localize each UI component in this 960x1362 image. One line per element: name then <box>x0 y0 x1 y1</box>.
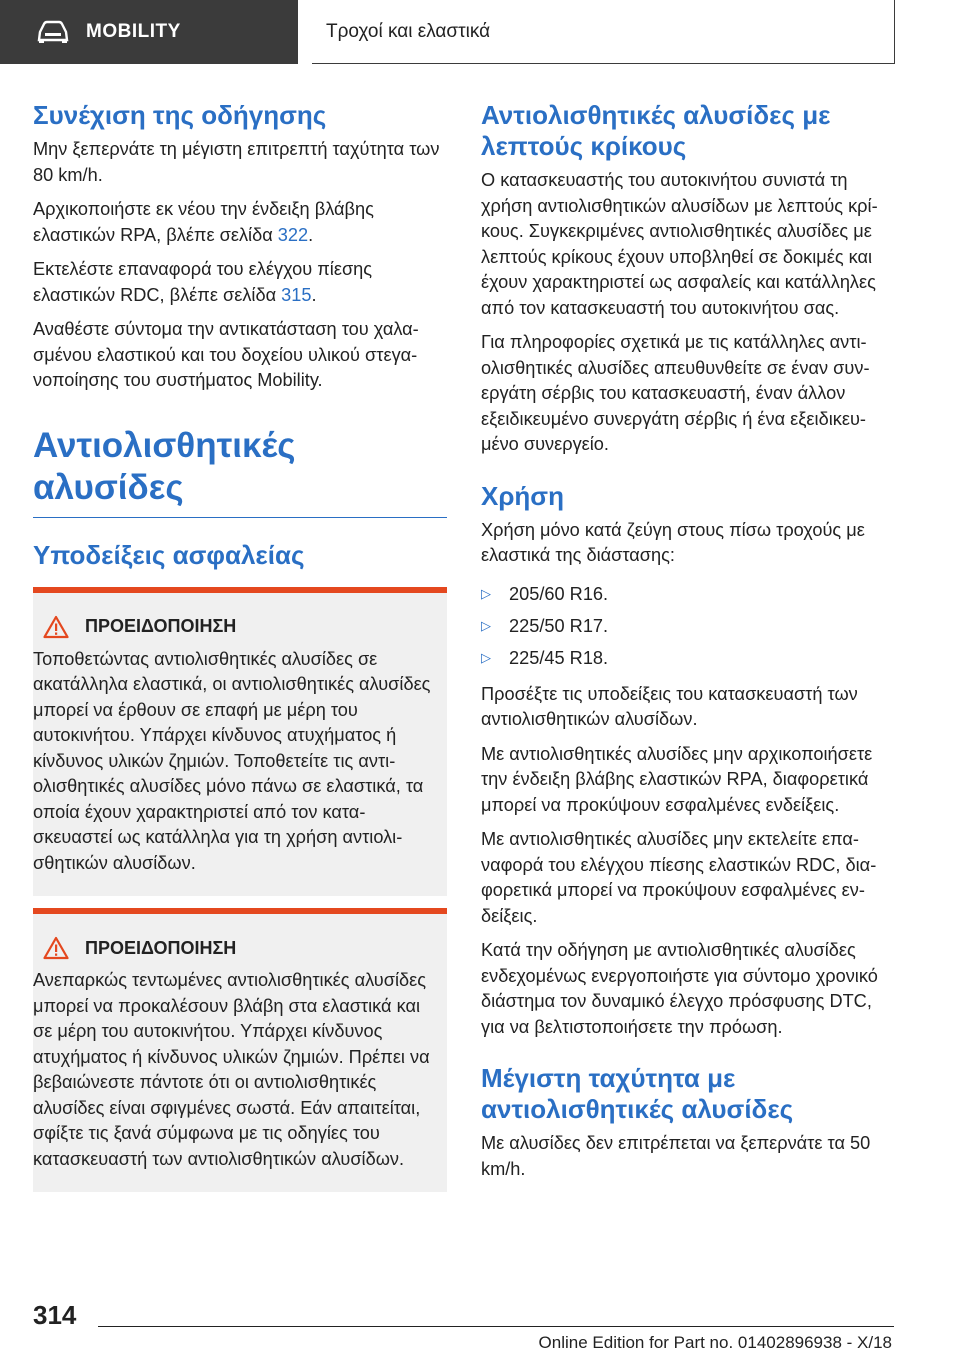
paragraph: Εκτελέστε επαναφορά του ελέγχου πίεσης ελαστικών RDC, βλέπε σελίδα 315. <box>33 259 373 305</box>
paragraph: Με αλυσίδες δεν επιτρέπεται να ξεπερνάτε τα 50 km/h. <box>481 1133 871 1179</box>
heading-safety-notes: Υποδείξεις ασφαλείας <box>33 539 305 570</box>
header-section-tab <box>0 0 298 64</box>
warning-title: ΠΡΟΕΙΔΟΠΟΙΗΣΗ <box>85 616 237 636</box>
heading-max-speed: Μέγιστη ταχύτητα με αντιολισθητικές αλυσίδες <box>481 1063 794 1124</box>
footer-edition-text: Online Edition for Part no. 01402896938 - X/18 <box>538 1333 892 1352</box>
paragraph: Αρχικοποιήστε εκ νέου την ένδειξη βλάβης ελαστικών RPA, βλέπε σελίδα 322. <box>33 199 374 245</box>
warning-icon <box>43 936 69 960</box>
paragraph: Ο κατασκευαστής του αυτοκινήτου συνιστά τη χρήση αντιολισθητικών αλυσίδων με λεπτούς κρίκους. Συγκεκριμένες αντιολισθητικές αλυσίδες με λεπτούς κρίκους έχουν υποβληθεί σε δοκιμές και έχουν χαρακτηριστεί ως ασφαλείς και κατάλληλες από τον κατασκευαστή του αυτοκινήτου σας. <box>481 170 878 318</box>
list-item: ▷ 225/45 R18. <box>481 642 895 674</box>
warning-title: ΠΡΟΕΙΔΟΠΟΙΗΣΗ <box>85 937 237 958</box>
list-item: ▷ 205/60 R16. <box>481 578 895 610</box>
footer-divider <box>98 1326 894 1327</box>
car-icon <box>36 20 70 44</box>
heading-snow-chains: Αντιολισθητικές αλυσίδες <box>33 425 447 518</box>
warning-box <box>33 587 447 897</box>
tire-size-list <box>481 578 895 674</box>
warning-text: Τοποθετώντας αντιολισθητικές αλυσίδες σε ακατάλληλα ελαστικά, οι αντιολισθητικές αλυσίδες μπορεί να έρθουν σε επαφή με μέρη του αυτοκινήτου. Υπάρχει κίνδυνος ατυχήματος ή κίνδυνος υλικών ζημιών. Τοποθετείτε τις αντιολισθητικές αλυσίδες μόνο πάνω σε ελαστικά, τα οποία έχουν χαρακτηριστεί από τον κατασκευαστεί ως κατάλληλα για τη χρήση αντιολισθητικών αλυσίδων. <box>33 648 431 873</box>
paragraph: Αναθέστε σύντομα την αντικατάσταση του χαλασμένου ελαστικού και του δοχείου υλικού στεγανοποίησης του συστήματος Mobility. <box>33 319 419 390</box>
paragraph: Μην ξεπερνάτε τη μέγιστη επιτρεπτή ταχύτητα των 80 km/h. <box>33 139 440 185</box>
right-column <box>481 100 895 1191</box>
paragraph: Προσέξτε τις υποδείξεις του κατασκευαστή των αντιολισθητικών αλυσίδων. <box>481 683 858 729</box>
page-link-322[interactable]: 322 <box>277 224 309 245</box>
heading-use: Χρήση <box>481 480 564 511</box>
warning-box <box>33 908 447 1192</box>
header-chapter-box <box>312 0 895 64</box>
chapter-title: Τροχοί και ελαστικά <box>326 20 491 42</box>
triangle-bullet-icon: ▷ <box>481 617 491 633</box>
heading-continue-driving: Συνέχιση της οδήγησης <box>33 100 327 130</box>
warning-icon <box>43 615 69 639</box>
section-title: MOBILITY <box>86 21 181 42</box>
triangle-bullet-icon: ▷ <box>481 585 491 601</box>
paragraph: Κατά την οδήγηση με αντιολισθητικές αλυσίδες ενδεχομένως ενεργοποιήστε για σύντομο χρονικό διάστημα τον δυναμικό έλεγχο πρόσφυσης DTC, για να βελτιστοποιήσετε την πρόωση. <box>481 940 878 1037</box>
left-column <box>33 100 447 1192</box>
paragraph: Με αντιολισθητικές αλυσίδες μην εκτελείτε επαναφορά του ελέγχου πίεσης ελαστικών RDC, διαφορετικά μπορεί να προκύψουν εσφαλμένες ενδείξεις. <box>481 829 877 926</box>
page-number: 314 <box>33 1300 77 1330</box>
heading-thin-link-chains: Αντιολισθητικές αλυσίδες με λεπτούς κρίκους <box>481 100 831 161</box>
paragraph: Για πληροφορίες σχετικά με τις κατάλληλες αντιολισθητικές αλυσίδες απευθυνθείτε σε έναν συνεργάτη σέρβις του κατασκευαστή, έναν άλλον εξειδικευμένο συνεργάτη σέρβις ή ένα εξειδικευμένο συνεργείο. <box>481 332 870 454</box>
paragraph: Χρήση μόνο κατά ζεύγη στους πίσω τροχούς με ελαστικά της διάστασης: <box>481 519 865 565</box>
triangle-bullet-icon: ▷ <box>481 649 491 665</box>
list-item: ▷ 225/50 R17. <box>481 610 895 642</box>
paragraph: Με αντιολισθητικές αλυσίδες μην αρχικοποιήσετε την ένδειξη βλάβης ελαστικών RPA, διαφορετικά μπορεί να προκύψουν εσφαλμένες ενδείξεις. <box>481 743 873 815</box>
warning-text: Ανεπαρκώς τεντωμένες αντιολισθητικές αλυσίδες μπορεί να προκαλέσουν βλάβη στα ελαστικά και σε μέρη του αυτοκινήτου. Υπάρχει κίνδυνος ατυχήματος ή κίνδυνος υλικών ζημιών. Πρέπει να βεβαιώνεστε πάντοτε ότι οι αντιολισθητικές αλυσίδες είναι σφιγμένες σωστά. Εάν απαιτείται, σφίξτε τις ξανά σύμφωνα με τις οδηγίες του κατασκευαστή των αντιολισθητικών αλυσίδων. <box>33 970 430 1169</box>
page-link-315[interactable]: 315 <box>281 284 312 305</box>
